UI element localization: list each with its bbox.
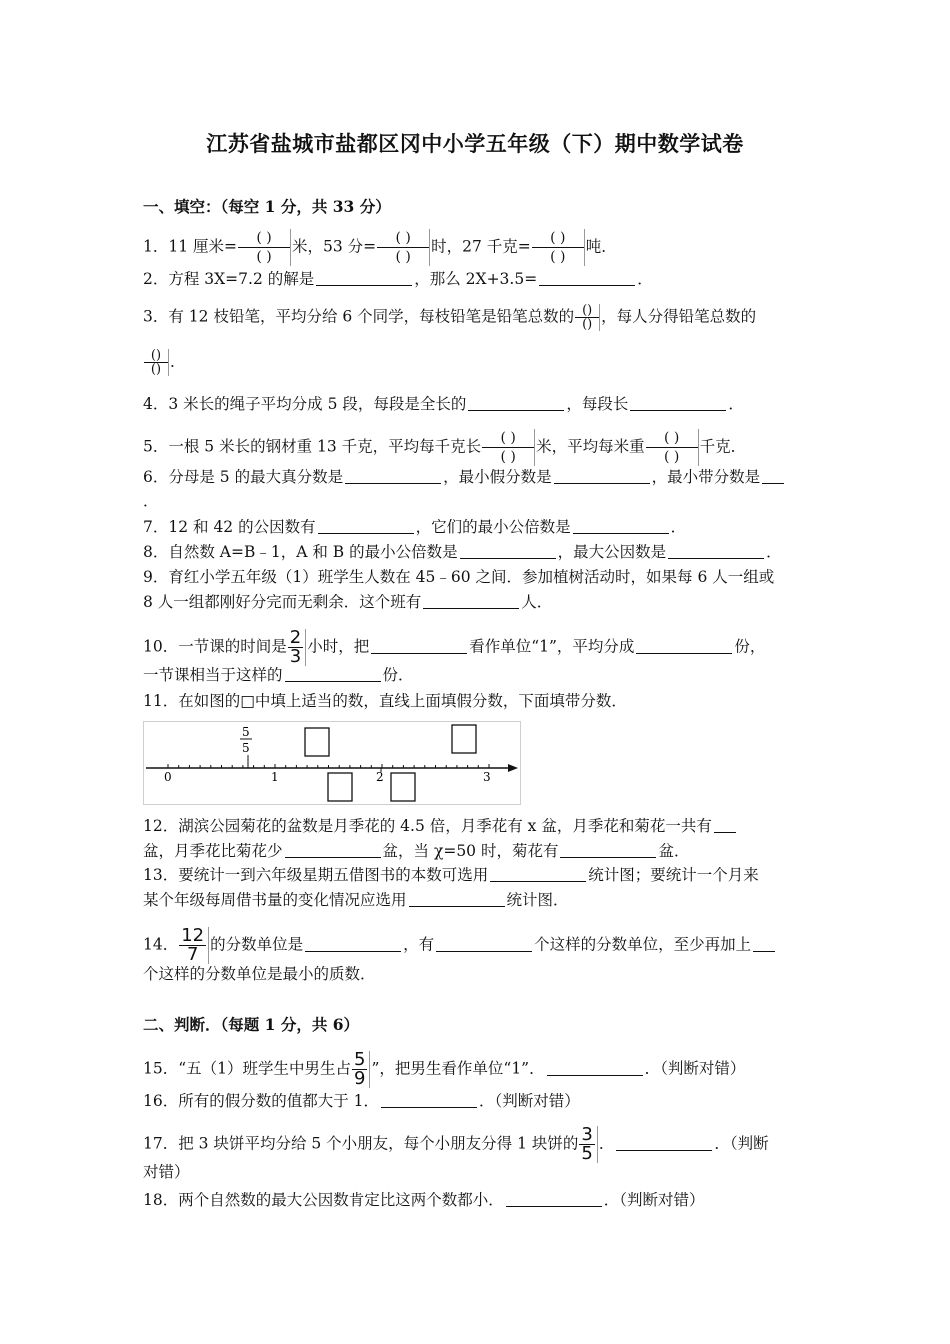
fraction-twelve-sevenths bbox=[179, 927, 209, 964]
q10-text-a: 10．一节课的时间是 bbox=[143, 637, 287, 656]
denominator-slot: ( ) bbox=[550, 249, 566, 265]
numerator-slot: ( ) bbox=[500, 430, 516, 446]
fraction-numerator: 5 bbox=[242, 725, 250, 739]
answer-blank[interactable] bbox=[468, 394, 564, 411]
q13-text-c: 某个年级每周借书量的变化情况应选用 bbox=[143, 891, 407, 909]
q5-text-c: 千克． bbox=[699, 437, 747, 456]
q5-text-a: 5．一根 5 米长的钢材重 13 千克，平均每千克长 bbox=[143, 437, 482, 456]
answer-blank[interactable] bbox=[560, 841, 656, 858]
q9-text-b: 8 人一组都刚好分完而无剩余．这个班有 bbox=[143, 593, 422, 611]
numerator-slot: () bbox=[150, 348, 162, 363]
denominator: 9 bbox=[354, 1068, 366, 1089]
numerator: 3 bbox=[581, 1124, 593, 1145]
q14-text-b: 的分数单位是 bbox=[210, 935, 304, 954]
question-18 bbox=[143, 1189, 705, 1211]
q2-text-b: ，那么 2X+3.5= bbox=[414, 270, 538, 288]
question-10-cont bbox=[143, 664, 414, 686]
q8-text-a: 8．自然数 A=B﹣1，A 和 B 的最小公倍数是 bbox=[143, 543, 458, 561]
fraction-two-thirds bbox=[288, 629, 306, 666]
q14-text-d: 个这样的分数单位，至少再加上 bbox=[534, 935, 752, 954]
q3-text-a: 3．有 12 枝铅笔，平均分给 6 个同学，每枝铅笔是铅笔总数的 bbox=[143, 307, 575, 326]
question-6-cont: ． bbox=[143, 492, 159, 510]
number-line-figure bbox=[143, 721, 521, 805]
q10-text-e: 一节课相当于这样的 bbox=[143, 666, 283, 684]
answer-box[interactable] bbox=[391, 773, 415, 801]
q16-text-a: 16．所有的假分数的值都大于 1． bbox=[143, 1092, 380, 1110]
q13-text-d: 统计图． bbox=[506, 891, 569, 909]
q3-text-b: ，每人分得铅笔总数的 bbox=[601, 307, 757, 326]
q10-text-b: 小时，把 bbox=[307, 637, 370, 656]
answer-blank[interactable] bbox=[630, 394, 726, 411]
q2-text-a: 2．方程 3X=7.2 的解是 bbox=[143, 270, 315, 288]
q17-text-c: ．（判断 bbox=[714, 1134, 769, 1153]
q16-text-b: ．（判断对错） bbox=[479, 1092, 580, 1110]
answer-blank[interactable] bbox=[285, 665, 381, 682]
question-11: 11．在如图的□中填上适当的数，直线上面填假分数，下面填带分数． bbox=[143, 692, 627, 710]
denominator-slot: ( ) bbox=[500, 449, 516, 465]
q15-text-b: ”，把男生看作单位“1”． bbox=[371, 1059, 545, 1078]
tick-label-2: 2 bbox=[376, 770, 384, 784]
q7-text-c: ． bbox=[670, 518, 687, 536]
q1-text-d: 吨． bbox=[585, 237, 617, 256]
q1-text-b: 米，53 分= bbox=[292, 237, 377, 256]
question-14 bbox=[143, 927, 777, 964]
answer-blank[interactable] bbox=[409, 890, 505, 907]
answer-box[interactable] bbox=[328, 773, 352, 801]
answer-fraction[interactable] bbox=[238, 229, 291, 266]
denominator: 7 bbox=[186, 944, 199, 965]
question-5 bbox=[143, 429, 746, 466]
numerator-slot: ( ) bbox=[395, 230, 411, 246]
answer-blank[interactable] bbox=[345, 467, 441, 484]
answer-blank[interactable] bbox=[305, 935, 401, 952]
q14-text-c: ，有 bbox=[403, 935, 435, 954]
numerator: 2 bbox=[289, 627, 302, 648]
answer-blank[interactable] bbox=[371, 637, 467, 654]
q12-text-b: 盆，月季花比菊花少 bbox=[143, 842, 283, 860]
q17-text-a: 17．把 3 块饼平均分给 5 个小朋友，每个小朋友分得 1 块饼的 bbox=[143, 1134, 579, 1153]
q8-text-b: ，最大公因数是 bbox=[557, 543, 667, 561]
answer-fraction[interactable] bbox=[377, 229, 430, 266]
answer-blank[interactable] bbox=[285, 841, 381, 858]
question-2 bbox=[143, 268, 653, 290]
denominator-slot: ( ) bbox=[256, 249, 272, 265]
tick-label-0: 0 bbox=[164, 770, 172, 784]
answer-blank[interactable] bbox=[554, 467, 650, 484]
question-4 bbox=[143, 393, 744, 415]
answer-fraction[interactable] bbox=[575, 304, 600, 331]
q15-text-a: 15．“五（1）班学生中男生占 bbox=[143, 1059, 352, 1078]
denominator-slot: ( ) bbox=[663, 449, 680, 465]
question-12-cont bbox=[143, 840, 690, 862]
q10-text-f: 份． bbox=[382, 666, 414, 684]
tick-label-3: 3 bbox=[483, 770, 491, 784]
question-10 bbox=[143, 629, 765, 666]
q3-text-c: ． bbox=[170, 352, 186, 371]
q18-text-b: ．（判断对错） bbox=[603, 1191, 705, 1209]
q4-text-c: ． bbox=[728, 395, 744, 413]
answer-blank[interactable] bbox=[616, 1134, 712, 1151]
axis-arrow bbox=[508, 764, 518, 772]
question-7 bbox=[143, 516, 686, 538]
answer-blank[interactable] bbox=[539, 269, 635, 286]
numerator-slot: () bbox=[582, 303, 593, 318]
q13-text-b: 统计图；要统计一个月来 bbox=[588, 866, 759, 884]
answer-box[interactable] bbox=[305, 728, 329, 756]
answer-blank[interactable] bbox=[714, 816, 736, 833]
question-9-cont bbox=[143, 591, 552, 613]
answer-blank[interactable] bbox=[762, 467, 784, 484]
question-16 bbox=[143, 1090, 580, 1112]
question-14-cont: 个这样的分数单位是最小的质数． bbox=[143, 965, 376, 983]
question-17 bbox=[143, 1126, 769, 1163]
question-9: 9．育红小学五年级（1）班学生人数在 45﹣60 之间．参加植树活动时，如果每 6 人一组或 bbox=[143, 568, 775, 586]
question-13-cont bbox=[143, 889, 569, 911]
answer-box[interactable] bbox=[452, 725, 476, 753]
fraction-five-ninths bbox=[352, 1051, 370, 1088]
answer-blank[interactable] bbox=[423, 592, 519, 609]
q10-text-d: 份， bbox=[734, 637, 766, 656]
answer-blank[interactable] bbox=[318, 517, 414, 534]
question-13 bbox=[143, 864, 759, 886]
q14-text-a: 14． bbox=[143, 935, 179, 954]
q12-text-a: 12．湖滨公园菊花的盆数是月季花的 4.5 倍，月季花有 x 盆，月季花和菊花一共有 bbox=[143, 817, 712, 835]
q6-text-b: ，最小假分数是 bbox=[443, 468, 552, 486]
answer-blank[interactable] bbox=[316, 269, 412, 286]
numerator: 12 bbox=[181, 925, 205, 946]
denominator-slot: ( ) bbox=[395, 249, 411, 265]
answer-fraction[interactable] bbox=[144, 349, 169, 376]
q7-text-a: 7．12 和 42 的公因数有 bbox=[143, 518, 316, 536]
q17-text-b: ． bbox=[598, 1134, 615, 1153]
fraction-three-fifths bbox=[579, 1126, 597, 1163]
denominator: 3 bbox=[289, 646, 302, 667]
section-fill-heading: 一、填空：（每空 1 分，共 33 分） bbox=[143, 197, 391, 216]
q5-text-b: 米，平均每米重 bbox=[536, 437, 645, 456]
question-17-cont: 对错） bbox=[143, 1163, 190, 1181]
q1-text-a: 1．11 厘米= bbox=[143, 237, 237, 256]
q4-text-a: 4．3 米长的绳子平均分成 5 段，每段是全长的 bbox=[143, 395, 467, 413]
q18-text-a: 18．两个自然数的最大公因数肯定比这两个数都小． bbox=[143, 1191, 504, 1209]
answer-fraction[interactable] bbox=[482, 429, 535, 466]
denominator-slot: () bbox=[582, 317, 593, 332]
question-6 bbox=[143, 466, 786, 488]
numerator: 5 bbox=[354, 1049, 366, 1070]
answer-blank[interactable] bbox=[753, 935, 775, 952]
answer-blank[interactable] bbox=[436, 935, 532, 952]
answer-blank[interactable] bbox=[490, 865, 586, 882]
q6-text-c: ，最小带分数是 bbox=[651, 468, 761, 486]
answer-fraction[interactable] bbox=[646, 429, 699, 466]
q6-text-a: 6．分母是 5 的最大真分数是 bbox=[143, 468, 344, 486]
question-3 bbox=[143, 304, 756, 331]
answer-blank[interactable] bbox=[636, 637, 732, 654]
q9-text-c: 人． bbox=[521, 593, 553, 611]
q15-text-c: ．（判断对错） bbox=[644, 1059, 746, 1078]
fraction-denominator: 5 bbox=[242, 741, 250, 755]
numerator-slot: ( ) bbox=[663, 430, 680, 446]
q13-text-a: 13．要统计一到六年级星期五借图书的本数可选用 bbox=[143, 866, 489, 884]
denominator: 5 bbox=[581, 1143, 593, 1164]
numerator-slot: ( ) bbox=[550, 230, 566, 246]
q7-text-b: ，它们的最小公倍数是 bbox=[415, 518, 571, 536]
tick-label-1: 1 bbox=[271, 770, 279, 784]
question-1 bbox=[143, 229, 617, 266]
q12-text-c: 盆，当 χ=50 时，菊花有 bbox=[382, 842, 559, 860]
answer-blank[interactable] bbox=[668, 542, 764, 559]
question-12 bbox=[143, 815, 738, 837]
answer-blank[interactable] bbox=[573, 517, 669, 534]
numerator-slot: ( ) bbox=[256, 230, 272, 246]
q4-text-b: ，每段长 bbox=[566, 395, 629, 413]
question-15 bbox=[143, 1051, 745, 1088]
q12-text-d: 盆． bbox=[658, 842, 690, 860]
answer-blank[interactable] bbox=[460, 542, 556, 559]
answer-fraction[interactable] bbox=[532, 229, 585, 266]
answer-blank[interactable] bbox=[381, 1091, 477, 1108]
denominator-slot: () bbox=[150, 362, 162, 377]
question-8 bbox=[143, 541, 782, 563]
question-3-cont bbox=[143, 349, 186, 376]
answer-blank[interactable] bbox=[506, 1190, 602, 1207]
section-judge-heading: 二、判断．（每题 1 分，共 6） bbox=[143, 1015, 360, 1034]
q1-text-c: 时，27 千克= bbox=[431, 237, 531, 256]
answer-blank[interactable] bbox=[547, 1059, 643, 1076]
q2-text-c: ． bbox=[637, 270, 653, 288]
q8-text-c: ． bbox=[766, 543, 782, 561]
q10-text-c: 看作单位“1”，平均分成 bbox=[469, 637, 635, 656]
page-title: 江苏省盐城市盐都区冈中小学五年级（下）期中数学试卷 bbox=[206, 131, 744, 156]
